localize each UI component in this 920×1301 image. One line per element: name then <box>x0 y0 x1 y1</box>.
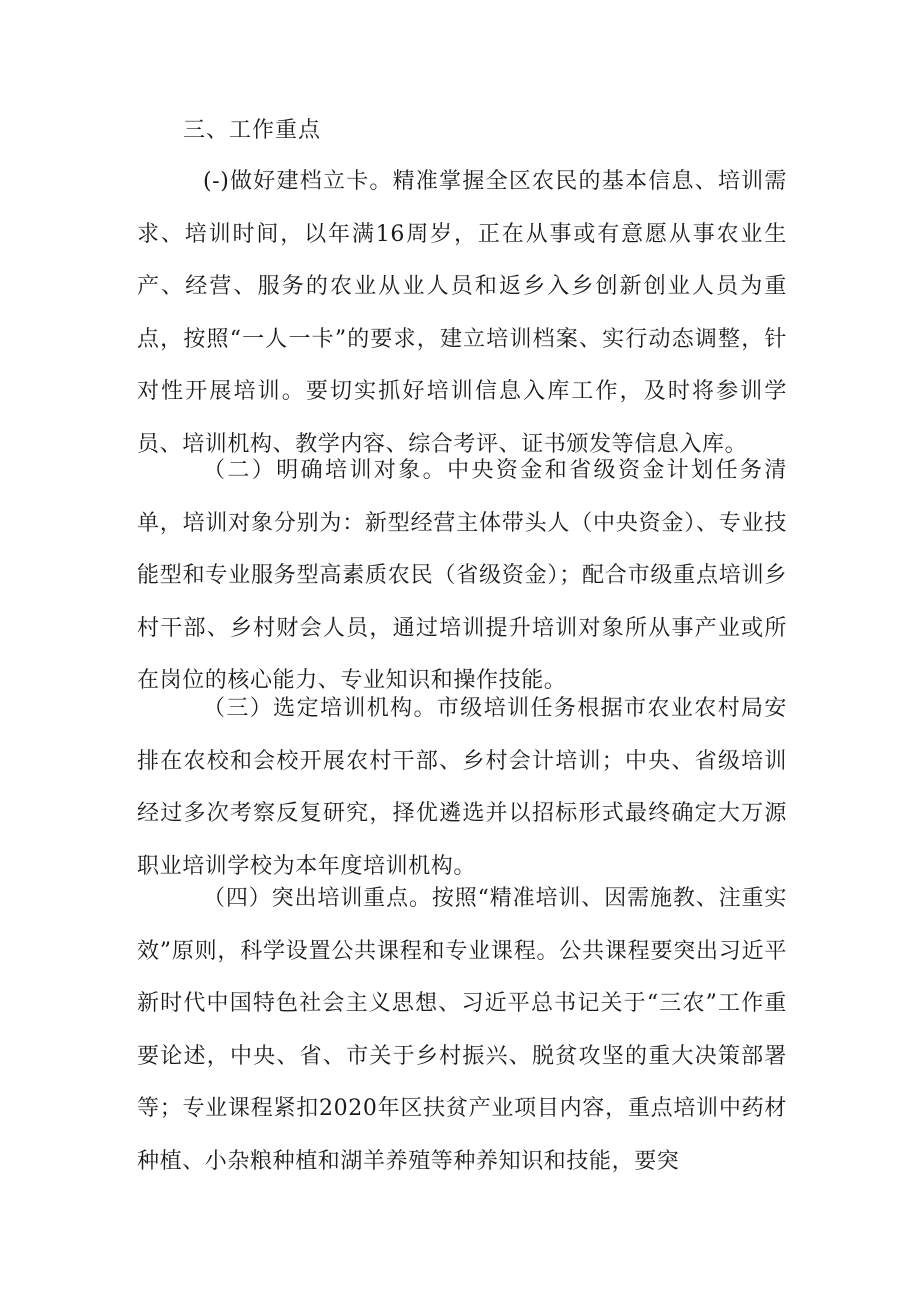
paragraph-training-focus: （四）突出培训重点。按照“精准培训、因需施教、注重实效”原则，科学设置公共课程和专业课程。公共课程要突出习近平新时代中国特色社会主义思想、习近平总书记关于“三农”工作重要论述，中央、省、市关于乡村振兴、脱贫攻坚的重大决策部署等；专业课程紧扣2020年区扶贫产业项目内容，重点培训中药材种植、小杂粮种植和湖羊养殖等种养知识和技能，要突 <box>137 886 787 1174</box>
section-heading: 三、工作重点 <box>183 118 322 143</box>
paragraph-training-targets: （二）明确培训对象。中央资金和省级资金计划任务清单，培训对象分别为：新型经营主体带头人（中央资金）、专业技能型和专业服务型高素质农民（省级资金）；配合市级重点培训乡村干部、乡村财会人员，通过培训提升培训对象所从事产业或所在岗位的核心能力、专业知识和操作技能。 <box>137 458 787 694</box>
paragraph-training-institution: （三）选定培训机构。市级培训任务根据市农业农村局安排在农校和会校开展农村干部、乡村会计培训；中央、省级培训经过多次考察反复研究，择优遴选并以招标形式最终确定大万源职业培训学校为本年度培训机构。 <box>137 696 787 879</box>
paragraph-archive-registration: (-)做好建档立卡。精准掌握全区农民的基本信息、培训需求、培训时间，以年满16周岁，正在从事或有意愿从事农业生产、经营、服务的农业从业人员和返乡入乡创新创业人员为重点，按照“一人一卡”的要求，建立培训档案、实行动态调整，针对性开展培训。要切实抓好培训信息入库工作，及时将参训学员、培训机构、教学内容、综合考评、证书颁发等信息入库。 <box>137 169 787 457</box>
